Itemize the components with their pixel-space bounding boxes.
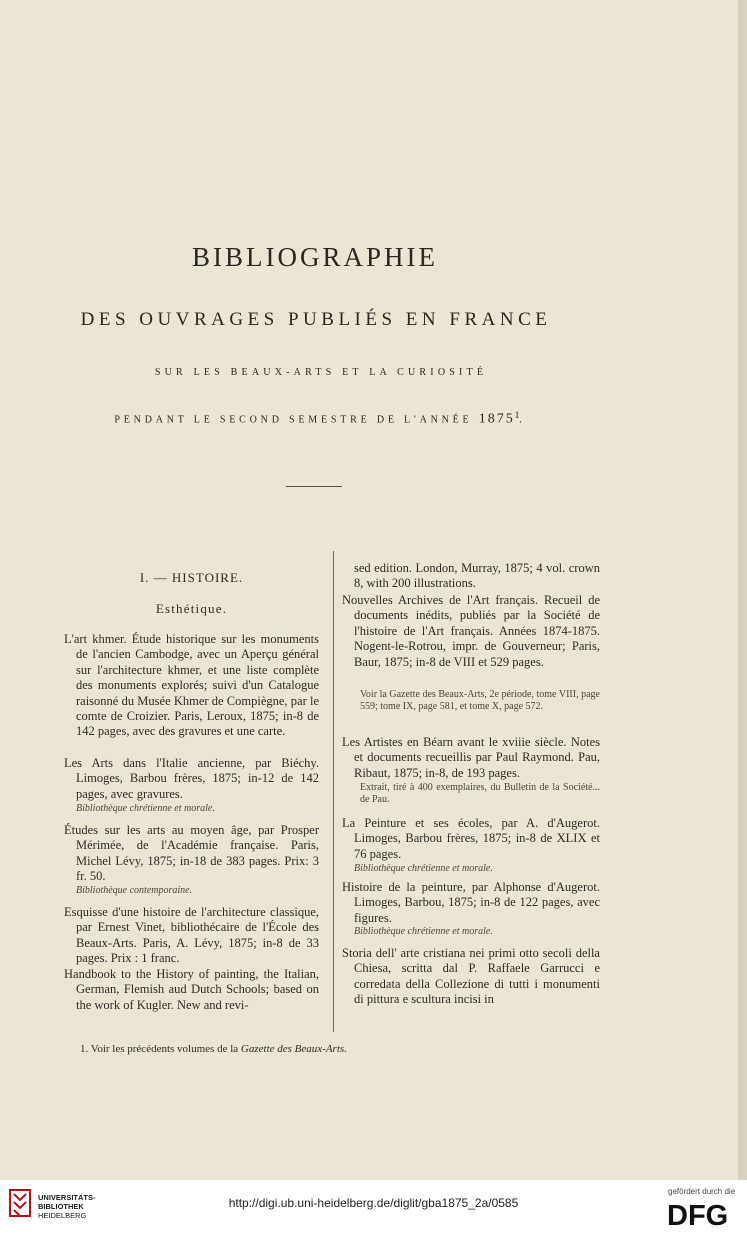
column-divider <box>333 551 334 1032</box>
section-heading: I. — HISTOIRE. <box>139 570 244 585</box>
footnote: 1. Voir les précédents volumes de la Gazette des Beaux-Arts. <box>80 1043 347 1055</box>
entry-note: Voir la Gazette des Beaux-Arts, 2e période, tome VIII, page 559; tome IX, page 581, et tome X, page 572. <box>360 689 600 712</box>
dfg-wordmark: DFG <box>667 1200 729 1228</box>
entry-esquisse: Esquisse d'une histoire de l'architecture classique, par Ernest Vinet, bibliothécaire de l'École des Beaux-Arts. Paris, A. Lévy, 1875; in-8 de 33 pages. Prix : 1 franc. <box>64 905 319 966</box>
entry-note: Extrait, tiré à 400 exemplaires, du Bulletin de la Société... de Pau. <box>360 782 600 805</box>
dfg-logo-icon <box>667 1198 739 1228</box>
subtitle-line-3: SUR LES BEAUX-ARTS ET LA CURIOSITÉ <box>154 367 488 378</box>
library-name: UNIVERSITÄTS- BIBLIOTHEK HEIDELBERG <box>38 1193 96 1220</box>
entry-note: Bibliothèque chrétienne et morale. <box>354 863 493 874</box>
entry-note: Bibliothèque chrétienne et morale. <box>76 803 215 814</box>
page-title: BIBLIOGRAPHIE <box>192 242 438 272</box>
permalink-url[interactable]: http://digi.ub.uni-heidelberg.de/diglit/gba1875_2a/0585 <box>228 1196 519 1210</box>
entry-arts-italie: Les Arts dans l'Italie ancienne, par Biéchy. Limoges, Barbou frères, 1875; in-12 de 142 pages, avec gravures. <box>64 756 319 801</box>
subsection-heading: Esthétique. <box>155 601 228 616</box>
entry-peinture-ecoles: La Peinture et ses écoles, par A. d'Augerot. Limoges, Barbou frères, 1875; in-8 de XLIX et 76 pages. <box>342 816 600 861</box>
footnote-ref: 1 <box>514 410 520 420</box>
subtitle-line-4: PENDANT LE SECOND SEMESTRE DE L'ANNÉE 1875$^1$. <box>114 410 526 427</box>
entry-etudes-moyen-age: Études sur les arts au moyen âge, par Prosper Mérimée, de l'Académie française. Paris, Michel Lévy, 1875; in-18 de 383 pages. Prix: 3 fr. 50. <box>64 823 319 884</box>
entry-continued: sed edition. London, Murray, 1875; 4 vol. crown 8, with 200 illustrations. <box>354 561 600 591</box>
entry-art-khmer: L'art khmer. Étude historique sur les monuments de l'ancien Cambodge, avec un Aperçu général sur l'architecture khmer, et une liste complète des monuments explorés; suivi d'un Catalogue raisonné du Musée Khmer de Compiègne, par le comte de Croizier. Paris, Leroux, 1875; in-8 de 142 pages, avec des gravures et une carte. <box>64 632 319 739</box>
entry-handbook: Handbook to the History of painting, the Italian, German, Flemish aud Dutch Schools; based on the work of Kugler. New and revi- <box>64 967 319 1012</box>
page-edge <box>738 0 747 1180</box>
section-divider <box>286 486 342 487</box>
funding-label: gefördert durch die <box>668 1187 736 1196</box>
entry-nouvelles-archives: Nouvelles Archives de l'Art français. Recueil de documents inédits, publiés par la Société de l'histoire de l'Art français. Années 1874-1875. Nogent-le-Rotrou, impr. de Gouverneur; Paris, Baur, 1875; in-8 de VIII et 529 pages. <box>342 593 600 669</box>
entry-note: Bibliothèque chrétienne et morale. <box>354 926 493 937</box>
entry-storia-arte: Storia dell' arte cristiana nei primi otto secoli della Chiesa, scritta dal P. Raffaele Garrucci e corredata della Collezione di tutti i monumenti di pittura e scultura incisi in <box>342 946 600 1007</box>
year: 1875 <box>478 411 515 427</box>
footnote-journal: Gazette des Beaux-Arts. <box>240 1043 347 1055</box>
entry-note: Bibliothèque contemporaine. <box>76 885 193 896</box>
page-subtitle: DES OUVRAGES PUBLIÉS EN FRANCE <box>80 309 552 330</box>
entry-artistes-bearn: Les Artistes en Béarn avant le xviiie siècle. Notes et documents recueillis par Paul Raymond. Pau, Ribaut, 1875; in-8, de 193 pages. <box>342 735 600 780</box>
entry-histoire-peinture: Histoire de la peinture, par Alphonse d'Augerot. Limoges, Barbou, 1875; in-8 de 122 pages, avec figures. <box>342 880 600 925</box>
